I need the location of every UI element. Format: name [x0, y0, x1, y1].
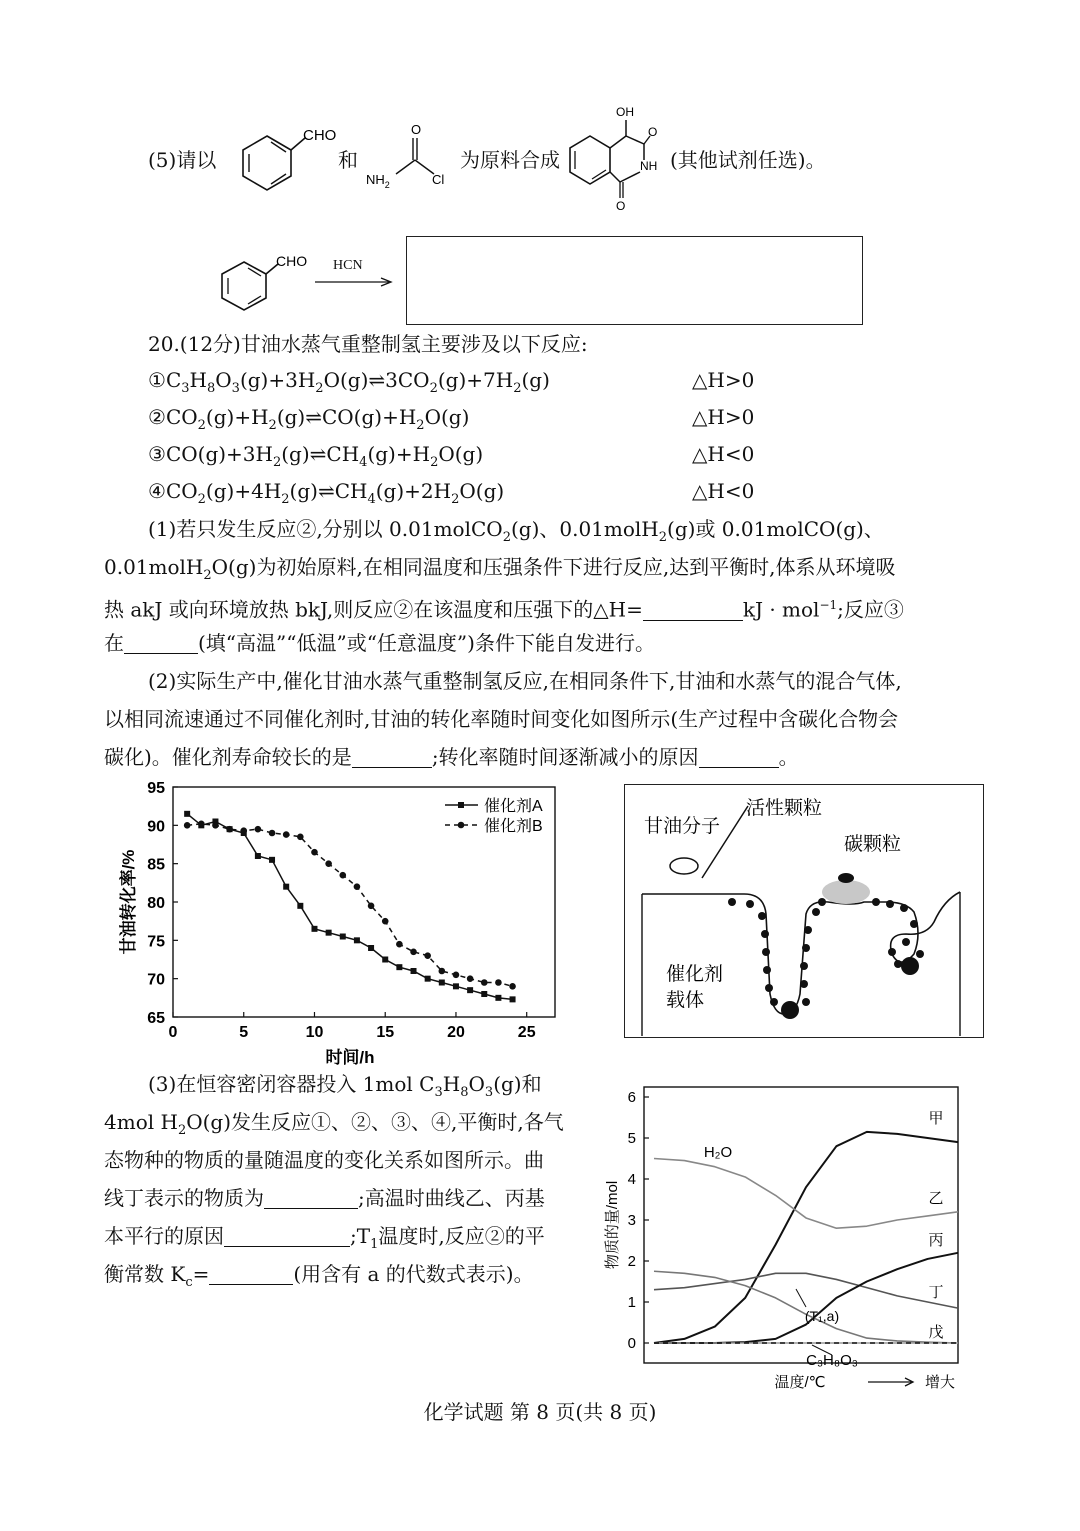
- chart1-point-b: [311, 849, 318, 856]
- p1-text-e: O(g)为初始原料,在相同温度和压强条件下进行反应,达到平衡时,体系从环境吸: [211, 555, 896, 579]
- chart1-xlabel: 时间/h: [325, 1048, 375, 1067]
- chart1-point-b: [509, 983, 516, 990]
- p2-text-d: ;转化率随时间逐渐减小的原因: [431, 745, 699, 769]
- active-particle-dot: [812, 908, 820, 916]
- chart1-point-a: [439, 980, 445, 986]
- q20-p3-line6: 衡常数 $K_c=$ (用含有 a 的代数式表示)。: [104, 1262, 534, 1290]
- chart1-series-line-a: [187, 814, 512, 1000]
- dh-answer-blank[interactable]: [643, 598, 743, 621]
- product-nh-label: NH: [640, 159, 658, 173]
- chart1-point-b: [198, 821, 205, 828]
- route-arrow-icon: [315, 276, 395, 288]
- chart1-xtick-label: 20: [447, 1024, 465, 1041]
- chart1-point-a: [311, 926, 317, 932]
- chart1-xtick-label: 10: [305, 1024, 324, 1041]
- carbon-particle-icon: [838, 873, 854, 883]
- active-particle-dot: [901, 957, 919, 975]
- reaction-3: $③CO(g)+3H_2(g)\rightleftharpoons CH_4(g)+H_2O(g)$: [148, 442, 484, 470]
- chart1-ytick-label: 85: [147, 856, 165, 874]
- chart1-point-b: [439, 968, 446, 975]
- p3-text-b2: O(g)发生反应①、②、③、④,平衡时,各气: [186, 1110, 564, 1134]
- product-oh-label: OH: [616, 105, 634, 119]
- chart1-point-a: [283, 884, 289, 890]
- chart1-legend-label: 催化剂B: [484, 818, 543, 835]
- active-particle-dot: [800, 980, 808, 988]
- p3-text-f3: (用含有 a 的代数式表示)。: [293, 1262, 534, 1286]
- chart2-ytick-label: 4: [627, 1171, 636, 1188]
- carbamoyl-o-label: O: [411, 122, 422, 137]
- chart1-ytick-label: 80: [147, 895, 165, 912]
- reaction-3-dh: △H<0: [692, 442, 755, 466]
- q20-p1-line1: (1)若只发生反应②,分别以 0.01molCO$_2$(g)、0.01molH$_2$(g)或 0.01molCO(g)、: [148, 517, 884, 545]
- p1-text-b: (g)、0.01molH: [510, 517, 659, 541]
- chart1-point-a: [453, 983, 459, 989]
- chart1-point-b: [467, 975, 474, 982]
- p1-text-a: (1)若只发生反应②,分别以 0.01molCO: [148, 517, 503, 541]
- glycerol-label: 甘油分子: [644, 816, 721, 837]
- chart1-point-b: [325, 860, 332, 867]
- chart2-series-label: 乙: [928, 1190, 944, 1207]
- active-particle-dot: [763, 966, 771, 974]
- p2-text-c: 碳化)。催化剂寿命较长的是: [104, 745, 352, 769]
- chart2-series-label: C₃H₈O₃: [806, 1352, 858, 1369]
- chart1-point-a: [340, 934, 346, 940]
- q20-p2-line3: [104, 743, 799, 771]
- chart2-series-line: [654, 1273, 958, 1308]
- benzaldehyde-cho-label: CHO: [303, 127, 337, 144]
- chart2-annotation-pointer: [796, 1289, 806, 1307]
- chart1-point-b: [184, 822, 191, 829]
- chart2-series-line: [654, 1253, 958, 1343]
- chart1-legend-label: 催化剂A: [484, 798, 543, 815]
- chart1-point-a: [184, 811, 190, 817]
- p1-text-h: ;反应③: [837, 597, 904, 622]
- p2-text-e: 。: [778, 745, 799, 769]
- chart1-legend-marker: [458, 822, 465, 829]
- active-particle-dot: [818, 898, 826, 906]
- route-reagent-label: HCN: [333, 258, 363, 273]
- carbamoyl-nh-sub: 2: [384, 180, 390, 190]
- chart1-point-a: [411, 968, 417, 974]
- q5-suffix: (其他试剂任选)。: [670, 148, 826, 172]
- active-particle-dot: [781, 1001, 799, 1019]
- active-particle-label: 活性颗粒: [746, 798, 823, 819]
- q20-p3-line3: 态物种的物质的量随温度的变化关系如图所示。曲: [104, 1148, 544, 1172]
- chart1-point-a: [425, 976, 431, 982]
- support-label-2: 载体: [666, 990, 705, 1011]
- benzaldehyde-structure: [225, 118, 345, 198]
- chart2-series-label: 戊: [928, 1324, 944, 1341]
- p3-text-a: (3)在恒容密闭容器投入 1mol C: [148, 1072, 435, 1096]
- chart1-point-a: [382, 957, 388, 963]
- active-particle-dot: [872, 898, 880, 906]
- page-footer: 化学试题 第 8 页(共 8 页): [423, 1400, 657, 1424]
- q20-p1-line3: 热 akJ 或向环境放热 bkJ,则反应②在该温度和压强下的△H= kJ · mol$^{-1}$;反应③: [104, 597, 904, 622]
- chart1-point-a: [510, 996, 516, 1002]
- p3-text-e2: ;T: [350, 1224, 371, 1248]
- reaction-1: $①C_3H_8O_3(g)+3H_2O(g)\rightleftharpoons 3CO_2(g)+7H_2(g)$: [148, 368, 550, 396]
- chart1-point-b: [354, 883, 361, 890]
- carbamoyl-nh-label: NH: [366, 172, 385, 187]
- chart1-xtick-label: 5: [239, 1024, 249, 1041]
- chart1-point-b: [212, 822, 219, 829]
- chart1-point-a: [481, 991, 487, 997]
- active-particle-dot: [894, 960, 902, 968]
- target-product-structure: [560, 102, 670, 212]
- active-particle-dot: [800, 962, 808, 970]
- chart1-point-a: [326, 930, 332, 936]
- chart1-point-a: [354, 937, 360, 943]
- chart2-series-label: 甲: [928, 1110, 944, 1127]
- chart2-xlabel: 温度/℃: [774, 1374, 826, 1391]
- chart1-point-a: [467, 987, 473, 993]
- chart2-ytick-label: 5: [627, 1130, 636, 1147]
- q20-p1-line2: 0.01molH$_2$O(g)为初始原料,在相同温度和压强条件下进行反应,达到平衡时,体系从环境吸: [104, 555, 896, 583]
- reaction-2-num: ②: [148, 405, 166, 429]
- amount-temperature-chart: [600, 1075, 970, 1395]
- chart2-ytick-label: 3: [627, 1212, 636, 1229]
- reaction-3-num: ③: [148, 442, 166, 466]
- chart1-point-b: [453, 972, 460, 979]
- reaction-4-dh: △H<0: [692, 479, 755, 503]
- p3-text-f: 衡常数 K: [104, 1262, 186, 1286]
- svg-text:NH2: [366, 172, 390, 190]
- chart1-point-a: [495, 995, 501, 1001]
- p3-text-b: 4mol H: [104, 1110, 178, 1134]
- q20-p2-line2: 以相同流速通过不同催化剂时,甘油的转化率随时间变化如图所示(生产过程中含碳化合物会: [104, 707, 899, 731]
- chart1-point-a: [368, 945, 374, 951]
- p1-text-j: (填“高温”“低温”或“任意温度”)条件下能自发进行。: [198, 631, 655, 655]
- reaction-2-dh: △H>0: [692, 405, 755, 429]
- chart1-point-b: [255, 826, 262, 833]
- chart1-point-a: [255, 853, 261, 859]
- q5-prefix: (5)请以: [148, 148, 217, 172]
- chart1-point-b: [297, 834, 304, 841]
- chart2-ytick-label: 6: [627, 1089, 636, 1106]
- chart1-point-b: [240, 827, 247, 834]
- reaction-1-num: ①: [148, 368, 166, 392]
- chart1-point-b: [410, 949, 417, 956]
- p3-text-f2: =: [192, 1262, 210, 1286]
- carbon-particle-label: 碳颗粒: [844, 834, 902, 855]
- reason-blank[interactable]: [699, 745, 779, 768]
- chart2-series-label: H₂O: [703, 1144, 733, 1161]
- chart1-point-b: [368, 903, 375, 910]
- q20-p3-line5: 本平行的原因 $;T_1$温度时,反应②的平: [104, 1224, 545, 1252]
- chart1-point-b: [269, 830, 276, 837]
- q20-p1-line4: [104, 629, 655, 657]
- active-particle-dot: [746, 900, 754, 908]
- chart2-series-line: [654, 1159, 958, 1229]
- support-label-1: 催化剂: [666, 964, 724, 985]
- chart1-point-b: [424, 952, 431, 959]
- reaction-4: $④CO_2(g)+4H_2(g)\rightleftharpoons CH_4(g)+2H_2O(g)$: [148, 479, 505, 507]
- chart1-ylabel: 甘油转化率/%: [119, 849, 138, 955]
- q20-p3-line4: [104, 1184, 545, 1212]
- active-particle-dot: [888, 948, 896, 956]
- p1-text-d: 0.01molH: [104, 555, 204, 579]
- chart1-ytick-label: 90: [147, 818, 165, 836]
- chart2-x-arrow-label: 增大: [924, 1374, 956, 1391]
- carbamoyl-cl-label: Cl: [432, 172, 445, 187]
- chart2-ytick-label: 2: [627, 1253, 636, 1270]
- active-particle-dot: [802, 998, 810, 1006]
- q5-middle: 为原料合成: [460, 148, 560, 172]
- chart2-series-label: 丁: [928, 1284, 944, 1301]
- chart1-point-a: [297, 903, 303, 909]
- kc-blank[interactable]: [209, 1262, 293, 1285]
- reaction-4-num: ④: [148, 479, 166, 503]
- p1-text-c: (g)或 0.01molCO(g)、: [667, 517, 884, 541]
- q5-and: 和: [338, 148, 358, 172]
- p3-text-a2: (g)和: [493, 1072, 542, 1096]
- curve-ding-blank[interactable]: [264, 1186, 358, 1209]
- p1-text-g: kJ · mol: [742, 597, 820, 622]
- active-particle-dot: [910, 920, 918, 928]
- chart1-point-b: [226, 826, 233, 833]
- chart1-point-b: [495, 979, 502, 986]
- catalyst-life-blank[interactable]: [352, 745, 432, 768]
- chart2-annotation: (T₁,a): [804, 1308, 840, 1324]
- active-particle-dot: [765, 984, 773, 992]
- active-particle-dot: [770, 998, 778, 1006]
- active-particle-dot: [761, 930, 769, 938]
- spontaneity-blank[interactable]: [124, 631, 198, 654]
- chart1-xtick-label: 25: [517, 1024, 536, 1041]
- active-particle-dot: [762, 948, 770, 956]
- chart1-legend-marker: [458, 802, 464, 808]
- q20-p3-line2: 4mol $H_2O(g)$发生反应①、②、③、④,平衡时,各气: [104, 1110, 564, 1138]
- carbamoyl-chloride-structure: [362, 118, 462, 198]
- product-o2-label: O: [616, 199, 626, 212]
- chart1-point-a: [396, 964, 402, 970]
- active-particle-dot: [886, 900, 894, 908]
- active-particle-dot: [902, 938, 910, 946]
- carbon-deposit-icon: [822, 880, 870, 904]
- p3-text-e3: 温度时,反应②的平: [378, 1224, 545, 1248]
- chart1-series-line-b: [187, 824, 512, 987]
- chart1-ytick-label: 65: [147, 1010, 165, 1027]
- p3-text-d: 线丁表示的物质为: [104, 1186, 264, 1210]
- chart2-ytick-label: 0: [627, 1335, 636, 1352]
- chart1-point-b: [283, 831, 290, 838]
- catalyst-diagram: [624, 784, 982, 1036]
- chart1-xtick-label: 0: [168, 1024, 178, 1041]
- chart1-point-b: [382, 918, 389, 925]
- chart1-ytick-label: 95: [147, 780, 165, 797]
- chart2-ylabel: 物质的量/mol: [604, 1180, 621, 1270]
- chart1-ytick-label: 70: [147, 971, 165, 989]
- active-particle-dot: [802, 944, 810, 952]
- reaction-1-dh: △H>0: [692, 368, 755, 392]
- p1-text-f: 热 akJ 或向环境放热 bkJ,则反应②在该温度和压强下的△H=: [104, 597, 643, 622]
- p3-text-e: 本平行的原因: [104, 1224, 224, 1248]
- glycerol-molecule-icon: [670, 858, 698, 874]
- product-o1-label: O: [648, 125, 658, 139]
- chart2-series-label: 丙: [928, 1232, 944, 1249]
- active-particle-dot: [758, 912, 766, 920]
- chart2-ytick-label: 1: [627, 1294, 636, 1311]
- chart1-point-b: [396, 941, 403, 948]
- p3-text-d2: ;高温时曲线乙、丙基: [358, 1186, 545, 1210]
- chart1-point-a: [269, 857, 275, 863]
- active-particle-dot: [728, 898, 736, 906]
- active-particle-dot: [916, 950, 924, 958]
- reaction-2: $②CO_2(g)+H_2(g)\rightleftharpoons CO(g)+H_2O(g)$: [148, 405, 470, 433]
- chart1-point-b: [339, 872, 346, 879]
- chart2-plot-frame: [644, 1087, 958, 1363]
- active-particle-dot: [900, 904, 908, 912]
- chart1-xtick-label: 15: [376, 1024, 395, 1041]
- parallel-reason-blank[interactable]: [224, 1224, 350, 1247]
- route-benzaldehyde-structure: [212, 244, 322, 324]
- conversion-chart: [100, 775, 570, 1070]
- q20-header: 20.(12分)甘油水蒸气重整制氢主要涉及以下反应:: [148, 332, 588, 356]
- active-particle-dot: [804, 926, 812, 934]
- route-cho-label: CHO: [276, 253, 308, 269]
- chart1-ytick-label: 75: [147, 933, 165, 951]
- q20-p2-line1: (2)实际生产中,催化甘油水蒸气重整制氢反应,在相同条件下,甘油和水蒸气的混合气体,: [148, 669, 902, 693]
- q20-p3-line1: (3)在恒容密闭容器投入 1mol $C_3H_8O_3(g)$和: [148, 1072, 542, 1100]
- answer-box[interactable]: [406, 236, 863, 325]
- p1-text-i: 在: [104, 631, 124, 655]
- chart1-point-b: [481, 979, 488, 986]
